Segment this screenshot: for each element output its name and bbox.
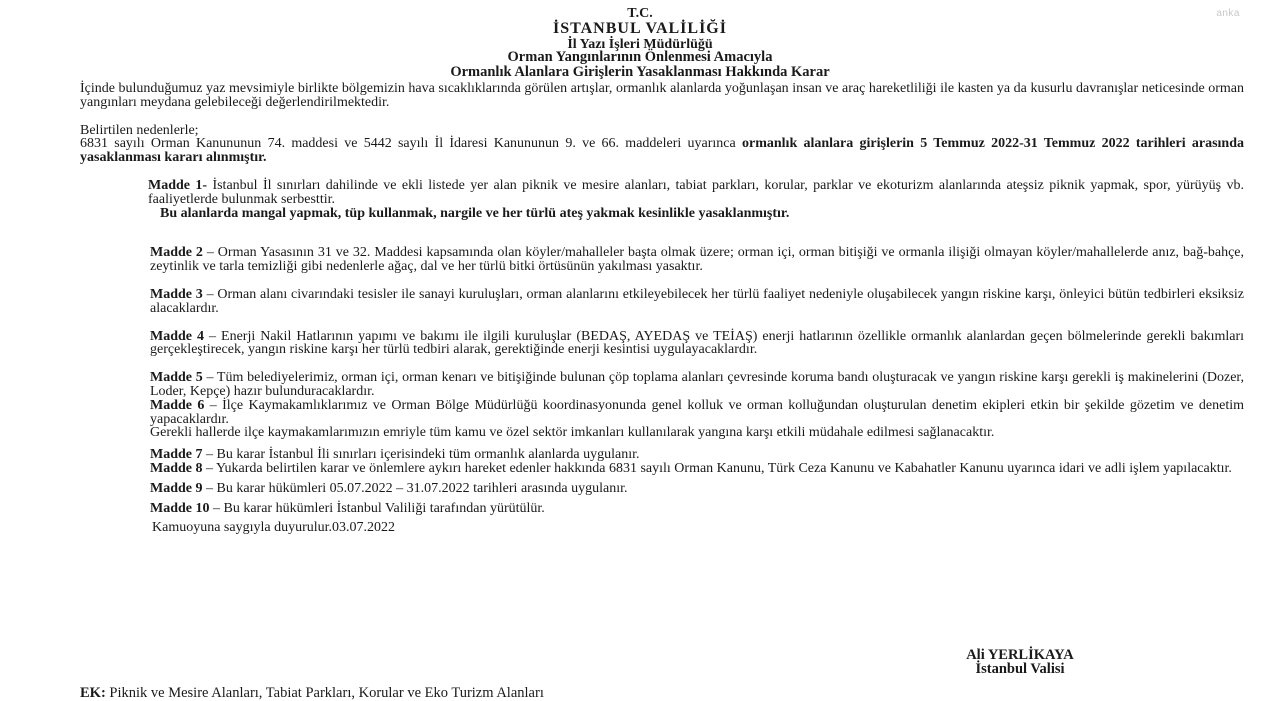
- madde-1-paragraph: [80, 179, 1244, 207]
- madde-1-bold-paragraph: [80, 207, 1244, 221]
- madde-10-label: Madde 10: [150, 500, 210, 516]
- madde-2-text: – Orman Yasasının 31 ve 32. Maddesi kapsamında olan köyler/mahalleler başta olmak üzere; orman içi, orman bitişiği ve ormanla ilişiği olmayan köyler/mahallelerde anız, bağ-bahçe, zeytinlik ve tarla temizliği gibi nedenlerle ağaç, dal ve her türlü bitki örtüsünün yakılması yasaktır.: [150, 245, 1245, 275]
- reasons-text: 6831 sayılı Orman Kanununun 74. maddesi ve 5442 sayılı İl İdaresi Kanununun 9. ve 66. maddeleri uyarınca: [80, 136, 742, 152]
- watermark: anka: [1216, 8, 1240, 19]
- closing-line: Kamuoyuna saygıyla duyurulur.03.07.2022: [152, 520, 396, 536]
- title-line-2: Ormanlık Alanlara Girişlerin Yasaklanması Hakkında Karar: [450, 64, 830, 80]
- madde-2-label: Madde 2: [150, 245, 203, 261]
- header-mudurluk: İl Yazı İşleri Müdürlüğü: [567, 37, 713, 52]
- signature-block: [900, 648, 1140, 676]
- title-line-1: Orman Yangınlarının Önlenmesi Amacıyla: [507, 49, 773, 65]
- header-valilik: İSTANBUL VALİLİĞİ: [553, 20, 727, 37]
- madde-7-text: – Bu karar İstanbul İli sınırları içerisindeki tüm ormanlık alanlarda uygulanır.: [206, 447, 640, 463]
- madde-5-text: – Tüm belediyelerimiz, orman içi, orman kenarı ve bitişiğinde bulunan çöp toplama alanları çevresinde koruma bandı oluşturacak ve yangın riskine karşı gerekli iş makinelerini (Dozer, Loder, Kepçe) hazır bulunduracaklardır.: [150, 370, 1245, 399]
- annex-line: [80, 686, 1180, 701]
- annex-text: Piknik ve Mesire Alanları, Tabiat Parkları, Korular ve Eko Turizm Alanları: [105, 685, 544, 701]
- madde-8-paragraph: [80, 462, 1244, 476]
- reasons-head: Belirtilen nedenlerle;: [80, 122, 199, 138]
- madde-4-paragraph: [80, 330, 1244, 358]
- madde-6-paragraph: [80, 399, 1244, 427]
- madde-3-text: – Orman alanı civarındaki tesisler ile sanayi kuruluşları, orman alanlarını etkileyebilecek her türlü faaliyet nedeniyle oluşabilecek yangın riskine karşı, önleyici bütün tedbirleri eksiksiz alacaklardır.: [150, 286, 1244, 316]
- madde-4-text: – Enerji Nakil Hatlarının yapımı ve bakımı ile ilgili kuruluşlar (BEDAŞ, AYEDAŞ ve TEİAŞ) enerji hatlarının özellikle ormanlık alanlardan geçen bölmelerinde gerekli bakımları gerçekleştirecek, yangın riskine karşı her türlü tedbiri alarak, gerektiğinde enerji kesintisi uygulayacaklardır.: [150, 328, 1245, 358]
- document-title: [0, 50, 1280, 80]
- madde-6-label: Madde 6: [150, 397, 205, 413]
- madde-10-paragraph: [80, 502, 1244, 516]
- annex-label: EK:: [80, 685, 106, 701]
- madde-2-paragraph: [80, 246, 1244, 274]
- madde-1-bold-text: Bu alanlarda mangal yapmak, tüp kullanmak, nargile ve her türlü ateş yakmak kesinlikle yasaklanmıştır.: [160, 205, 790, 221]
- madde-10-text: – Bu karar hükümleri İstanbul Valiliği tarafından yürütülür.: [209, 500, 545, 516]
- intro-paragraph: İçinde bulunduğumuz yaz mevsimiyle birlikte bölgemizin hava sıcaklıklarında görülen artışlar, ormanlık alanlarda yoğunlaşan insan ve araç hareketliliği ile kasten ya da kusurlu davranışlar neticesinde orman yangınları meydana gelebileceği değerlendirilmektedir.: [80, 81, 1244, 110]
- madde-8-text: – Yukarda belirtilen karar ve önlemlere aykırı hareket edenler hakkında 6831 sayılı Orman Kanunu, Türk Ceza Kanunu ve Kabahatler Kanunu uyarınca idari ve adli işlem yapılacaktır.: [202, 460, 1232, 476]
- madde-8-label: Madde 8: [150, 460, 203, 476]
- header-tc: T.C.: [627, 6, 653, 21]
- madde-6-extra-paragraph: Gerekli hallerde ilçe kaymakamlarımızın emriyle tüm kamu ve özel sektör imkanları kullanılarak yangına karşı etkili müdahale edilmesi sağlanacaktır.: [150, 425, 995, 441]
- signature-title: İstanbul Valisi: [975, 661, 1065, 677]
- madde-7-label: Madde 7: [150, 447, 203, 463]
- reasons-bold-text: ormanlık alanlara girişlerin 5 Temmuz 2022-31 Temmuz 2022 tarihleri arasında yasaklanması kararı alınmıştır.: [80, 136, 1244, 166]
- madde-1-text: İstanbul İl sınırları dahilinde ve ekli listede yer alan piknik ve mesire alanları, tabiat parkları, korular, parklar ve ekoturizm alanlarında ateşsiz piknik yapmak, spor, yürüyüş vb. faaliyetlerde bulunmak serbesttir.: [148, 177, 1244, 207]
- document-header: [0, 6, 1280, 52]
- document-body: [80, 82, 1244, 535]
- madde-5-label: Madde 5: [150, 370, 203, 386]
- reasons-paragraph: [80, 137, 1244, 165]
- madde-9-paragraph: [80, 482, 1244, 496]
- madde-5-paragraph: [80, 371, 1244, 399]
- madde-1-label: Madde 1-: [148, 177, 208, 193]
- madde-6-text: – İlçe Kaymakamlıklarımız ve Orman Bölge Müdürlüğü koordinasyonunda genel kolluk ve orman kolluğundan oluşturulan denetim ekipleri etkin bir şekilde gözetim ve denetim yapacaklardır.: [150, 397, 1244, 427]
- madde-7-paragraph: [80, 448, 1244, 462]
- madde-9-text: – Bu karar hükümleri 05.07.2022 – 31.07.2022 tarihleri arasında uygulanır.: [202, 480, 628, 496]
- madde-4-label: Madde 4: [150, 328, 205, 344]
- madde-3-paragraph: [80, 288, 1244, 316]
- signature-name: Ali YERLİKAYA: [966, 647, 1074, 663]
- madde-3-label: Madde 3: [150, 286, 203, 302]
- madde-9-label: Madde 9: [150, 480, 203, 496]
